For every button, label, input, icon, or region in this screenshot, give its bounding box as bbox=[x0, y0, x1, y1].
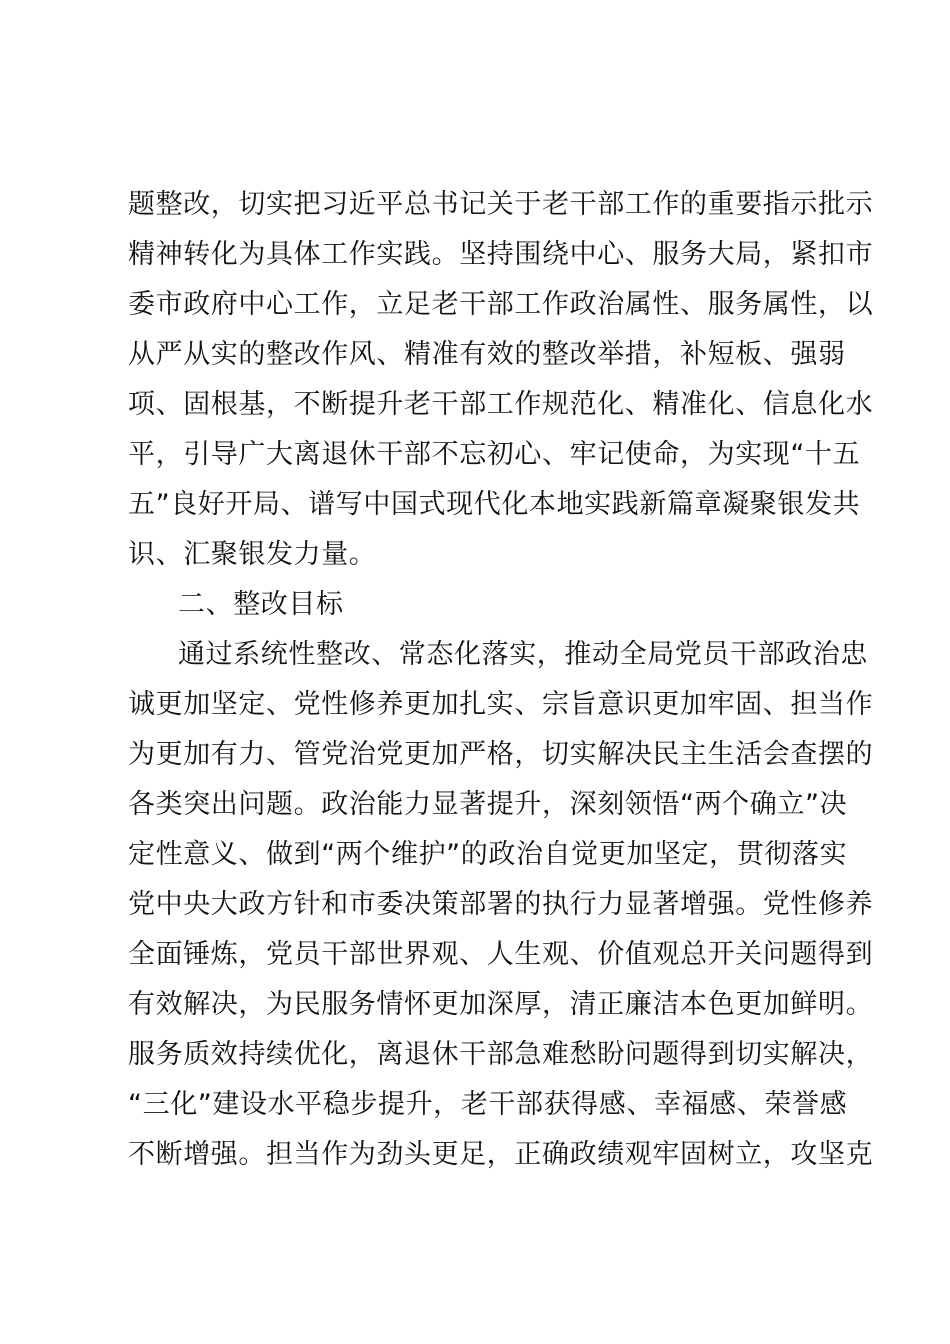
paragraph-line: 项、固根基，不断提升老干部工作规范化、精准化、信息化水 bbox=[128, 389, 874, 420]
paragraph-line: 党中央大政方针和市委决策部署的执行力显著增强。党性修养 bbox=[128, 889, 874, 920]
paragraph-line: 全面锤炼，党员干部世界观、人生观、价值观总开关问题得到 bbox=[128, 939, 874, 970]
paragraph-line: 各类突出问题。政治能力显著提升，深刻领悟“两个确立”决 bbox=[128, 789, 848, 820]
paragraph-line: 诚更加坚定、党性修养更加扎实、宗旨意识更加牢固、担当作 bbox=[128, 689, 874, 720]
paragraph-line: 平，引导广大离退休干部不忘初心、牢记使命，为实现“十五 bbox=[128, 439, 861, 470]
paragraph-line: 从严从实的整改作风、精准有效的整改举措，补短板、强弱 bbox=[128, 339, 846, 370]
paragraph-line: 题整改，切实把习近平总书记关于老干部工作的重要指示批示 bbox=[128, 189, 874, 220]
paragraph-first-line: 通过系统性整改、常态化落实，推动全局党员干部政治忠 bbox=[178, 639, 868, 670]
section-heading: 二、整改目标 bbox=[178, 589, 344, 620]
paragraph-line: “三化”建设水平稳步提升，老干部获得感、幸福感、荣誉感 bbox=[128, 1089, 848, 1120]
paragraph-line: 精神转化为具体工作实践。坚持围绕中心、服务大局，紧扣市 bbox=[128, 239, 874, 270]
paragraph-line: 定性意义、做到“两个维护”的政治自觉更加坚定，贯彻落实 bbox=[128, 839, 848, 870]
paragraph-line: 不断增强。担当作为劲头更足，正确政绩观牢固树立，攻坚克 bbox=[128, 1139, 874, 1170]
paragraph-line: 服务质效持续优化，离退休干部急难愁盼问题得到切实解决， bbox=[128, 1039, 874, 1070]
paragraph-line: 委市政府中心工作，立足老干部工作政治属性、服务属性，以 bbox=[128, 289, 874, 320]
paragraph-line: 识、汇聚银发力量。 bbox=[128, 539, 377, 570]
paragraph-line: 五”良好开局、谱写中国式现代化本地实践新篇章凝聚银发共 bbox=[128, 489, 861, 520]
paragraph-line: 有效解决，为民服务情怀更加深厚，清正廉洁本色更加鲜明。 bbox=[128, 989, 874, 1020]
paragraph-line: 为更加有力、管党治党更加严格，切实解决民主生活会查摆的 bbox=[128, 739, 874, 770]
